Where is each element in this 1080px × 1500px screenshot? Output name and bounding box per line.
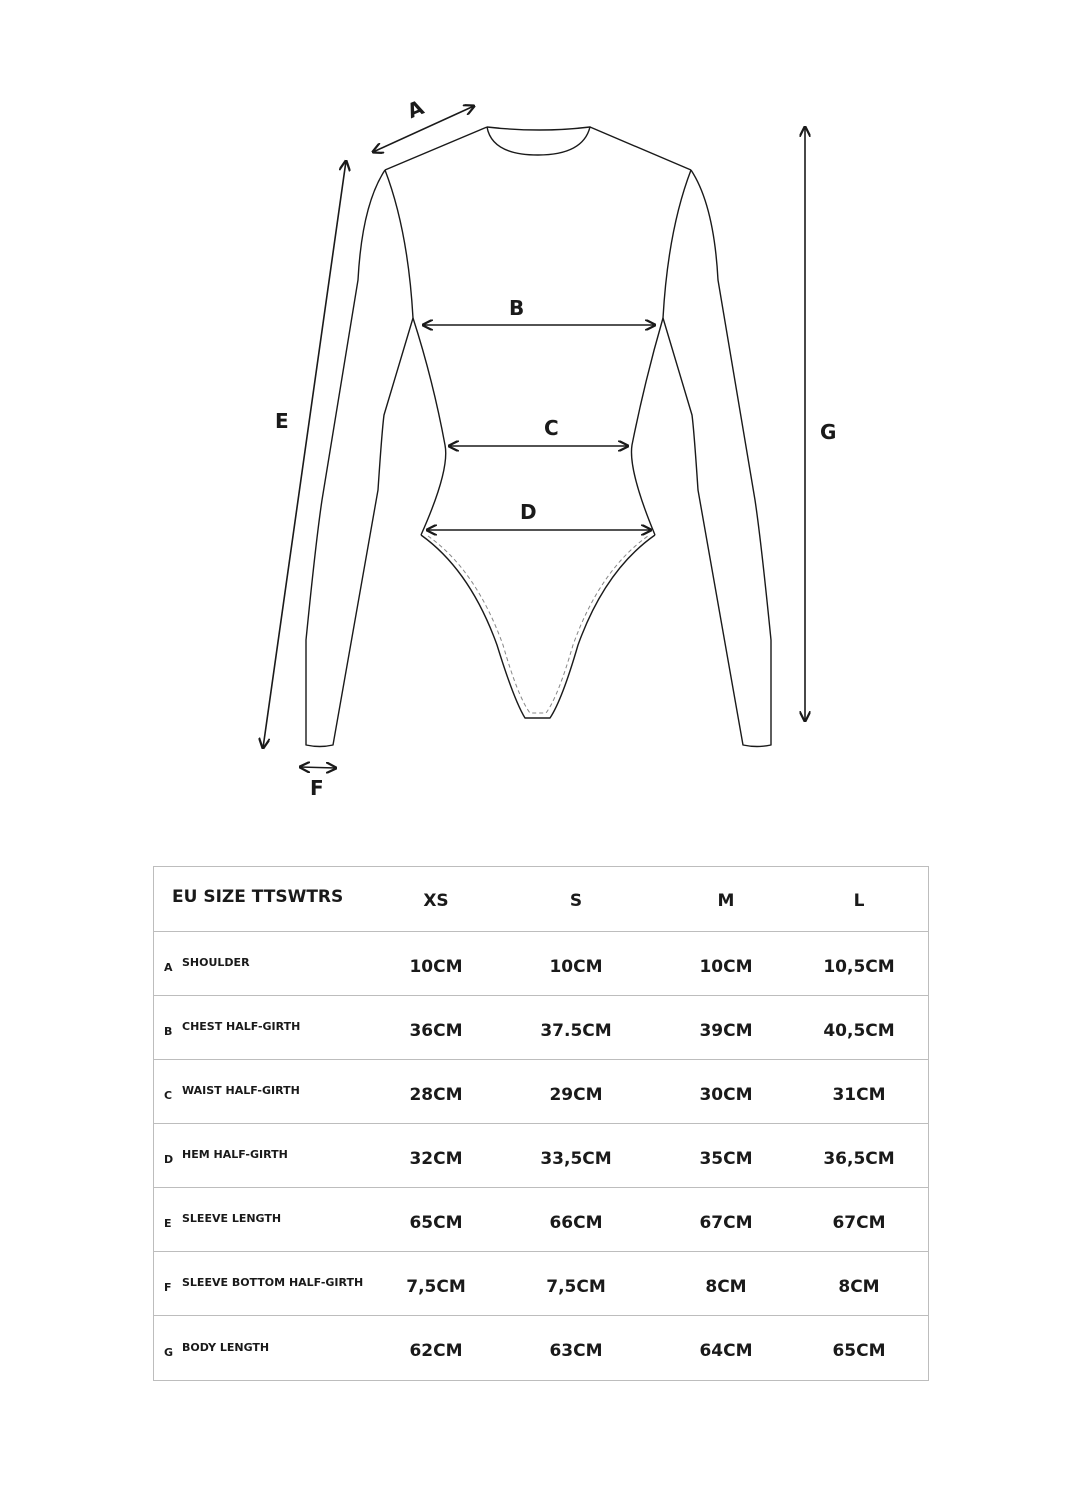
label-f: F xyxy=(310,776,324,800)
value-l: 10,5CM xyxy=(823,956,895,977)
label-d: D xyxy=(520,500,537,524)
table-title: EU SIZE TTSWTRS xyxy=(172,887,344,907)
value-s: 7,5CM xyxy=(546,1276,606,1297)
row-letter: D xyxy=(164,1153,174,1166)
value-xs: 7,5CM xyxy=(406,1276,466,1297)
table-row xyxy=(154,1316,928,1380)
value-l: 67CM xyxy=(832,1212,886,1233)
value-xs: 10CM xyxy=(409,956,463,977)
value-xs: 65CM xyxy=(409,1212,463,1233)
table-row xyxy=(154,1188,928,1252)
label-c: C xyxy=(544,416,559,440)
size-header-m: M xyxy=(717,891,735,911)
table-row xyxy=(154,1060,928,1124)
label-b: B xyxy=(509,296,525,320)
value-m: 10CM xyxy=(699,956,753,977)
size-header-xs: XS xyxy=(423,891,449,911)
value-m: 39CM xyxy=(699,1020,753,1041)
value-s: 33,5CM xyxy=(540,1148,612,1169)
row-letter: A xyxy=(164,961,173,974)
dimension-e-arrow xyxy=(263,161,346,748)
size-header-s: S xyxy=(569,891,583,911)
value-xs: 36CM xyxy=(409,1020,463,1041)
dimension-lines xyxy=(263,106,805,768)
value-xs: 28CM xyxy=(409,1084,463,1105)
table-row xyxy=(154,932,928,996)
value-m: 67CM xyxy=(699,1212,753,1233)
row-letter: B xyxy=(164,1025,173,1038)
table-row xyxy=(154,996,928,1060)
row-letter: E xyxy=(164,1217,172,1230)
table-row xyxy=(154,1124,928,1188)
value-s: 29CM xyxy=(549,1084,603,1105)
value-s: 63CM xyxy=(549,1341,603,1361)
stitch-line xyxy=(428,536,648,713)
value-m: 35CM xyxy=(699,1148,753,1169)
measurement-name: CHEST HALF-GIRTH xyxy=(182,1020,301,1033)
measurement-name: SHOULDER xyxy=(182,956,250,969)
value-xs: 62CM xyxy=(409,1341,463,1361)
measurement-name: HEM HALF-GIRTH xyxy=(182,1148,288,1161)
value-l: 31CM xyxy=(832,1084,886,1105)
value-m: 8CM xyxy=(705,1276,747,1297)
label-g: G xyxy=(820,420,837,444)
row-letter: F xyxy=(164,1281,172,1294)
value-l: 40,5CM xyxy=(823,1020,895,1041)
value-xs: 32CM xyxy=(409,1148,463,1169)
value-s: 37.5CM xyxy=(540,1020,612,1041)
size-header-l: L xyxy=(853,891,865,911)
value-m: 30CM xyxy=(699,1084,753,1105)
garment-outline xyxy=(306,127,771,747)
value-s: 66CM xyxy=(549,1212,603,1233)
measurement-name: WAIST HALF-GIRTH xyxy=(182,1084,300,1097)
table-row xyxy=(154,1252,928,1316)
row-letter: G xyxy=(164,1345,174,1359)
size-chart-table xyxy=(153,866,929,1381)
measurement-name: SLEEVE BOTTOM HALF-GIRTH xyxy=(182,1276,364,1289)
measurement-name: SLEEVE LENGTH xyxy=(182,1212,282,1225)
value-m: 64CM xyxy=(699,1341,753,1361)
label-a: A xyxy=(403,95,428,124)
measurement-name: BODY LENGTH xyxy=(182,1340,270,1354)
row-letter: C xyxy=(164,1089,173,1102)
value-l: 36,5CM xyxy=(823,1148,895,1169)
value-s: 10CM xyxy=(549,956,603,977)
label-e: E xyxy=(275,409,289,433)
dimension-f-arrow xyxy=(300,767,336,768)
value-l: 8CM xyxy=(838,1276,880,1297)
value-l: 65CM xyxy=(832,1341,886,1361)
table-header-row xyxy=(154,867,928,932)
